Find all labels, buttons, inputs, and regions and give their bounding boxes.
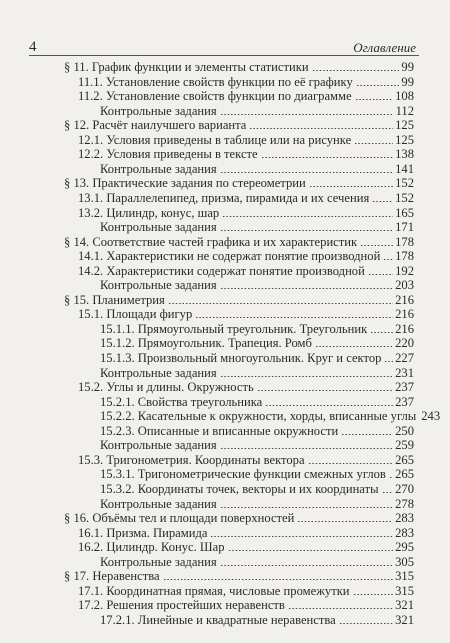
toc-entry-page-number: 321 (395, 598, 414, 613)
toc-entry-page-number: 112 (395, 103, 414, 118)
dot-leader (383, 259, 393, 260)
toc-entry-page-number: 141 (395, 161, 414, 176)
toc-entry-title: 16.2. Цилиндр. Конус. Шар (78, 540, 225, 555)
toc-entry-page-number: 203 (395, 278, 414, 293)
toc-entry-title: 12.1. Условия приведены в таблице или на рисунке (78, 132, 352, 147)
page-number: 4 (29, 39, 37, 55)
toc-entry-title: 15.3.2. Координаты точек, векторы и их координаты (100, 481, 379, 496)
dot-leader (220, 172, 393, 173)
toc-entry-page-number: 108 (395, 89, 414, 104)
toc-entry-title: 12.2. Условия приведены в тексте (78, 147, 258, 162)
toc-entry-title: 15.1. Площади фигур (78, 307, 193, 322)
dot-leader (257, 390, 393, 391)
dot-leader (368, 274, 393, 275)
dot-leader (341, 434, 393, 435)
toc-entry-page-number: 227 (395, 351, 414, 365)
dot-leader (315, 346, 393, 347)
toc-entry-page-number: 216 (395, 321, 414, 336)
dot-leader (220, 507, 393, 508)
toc-entry-page-number: 259 (395, 438, 414, 453)
toc-entry-page-number: 171 (395, 220, 414, 235)
dot-leader (220, 376, 393, 377)
toc-entry-page-number: 295 (395, 540, 414, 555)
toc-entry-page-number: 152 (395, 176, 414, 191)
toc-entry (100, 612, 414, 628)
toc-entry-page-number: 270 (395, 481, 414, 496)
toc-entry-page-number: 265 (395, 452, 414, 467)
dot-leader (228, 550, 394, 551)
dot-leader (389, 477, 393, 478)
dot-leader (356, 85, 400, 86)
toc-entry-title: § 12. Расчёт наилучшего варианта (64, 118, 247, 133)
dot-leader (265, 405, 393, 406)
toc-entry-title: 15.3. Тригонометрия. Координаты вектора (78, 452, 305, 467)
dot-leader (220, 565, 393, 566)
dot-leader (163, 579, 394, 580)
toc-entry-page-number: 231 (395, 365, 414, 380)
toc-entry-title: 13.2. Цилиндр, конус, шар (78, 205, 220, 220)
dot-leader (355, 99, 394, 100)
toc-entry-page-number: 278 (395, 496, 414, 511)
dot-leader (382, 492, 394, 493)
toc-entry-title: 13.1. Параллелепипед, призма, пирамида и их сечения (78, 190, 370, 205)
toc-entry-title: 15.2.1. Свойства треугольника (100, 394, 263, 409)
toc-entry-title: 15.1.1. Прямоугольный треугольник. Треугольник (100, 321, 368, 336)
toc-entry-title: § 15. Планиметрия (64, 292, 165, 307)
toc-entry-page-number: 315 (395, 583, 414, 598)
toc-entry-title: 16.1. Призма. Пирамида (78, 525, 208, 540)
toc-entry-page-number: 250 (395, 423, 414, 438)
toc-entry-title: 15.2.2. Касательные к окружности, хорды, вписанные углы (100, 409, 417, 424)
toc-entry-title: 17.1. Координатная прямая, числовые промежутки (78, 583, 350, 598)
toc-entry-page-number: 315 (395, 569, 414, 584)
toc-entry-title: 17.2. Решения простейших неравенств (78, 598, 285, 613)
toc-entry-title: Контрольные задания (100, 438, 217, 453)
toc-entry-page-number: 138 (395, 147, 414, 162)
dot-leader (353, 594, 394, 595)
toc-entry-page-number: 265 (395, 467, 414, 482)
toc-entry-title: § 17. Неравенства (64, 569, 160, 584)
running-title: Оглавление (353, 40, 416, 55)
toc-entry-page-number: 192 (395, 263, 414, 278)
toc-entry-page-number: 243 (421, 409, 441, 424)
dot-leader (220, 230, 393, 231)
dot-leader (360, 245, 393, 246)
toc-entry-page-number: 152 (395, 190, 414, 205)
toc-entry-page-number: 216 (395, 292, 414, 307)
toc-entry-title: § 13. Практические задания по стереометрии (64, 176, 306, 191)
dot-leader (220, 114, 394, 115)
toc-entry-title: Контрольные задания (100, 365, 217, 380)
toc-entry-title: Контрольные задания (100, 278, 217, 293)
dot-leader (339, 623, 393, 624)
toc-entry-page-number: 283 (395, 525, 414, 540)
dot-leader (297, 521, 393, 522)
toc-entry-title: 11.2. Установление свойств функции по диаграмме (78, 89, 352, 104)
header-rule (29, 55, 419, 56)
toc-entry-page-number: 178 (395, 249, 414, 264)
dot-leader (372, 201, 393, 202)
dot-leader (354, 143, 393, 144)
dot-leader (370, 332, 393, 333)
toc-entry-title: Контрольные задания (100, 103, 217, 118)
toc-entry-title: § 11. График функции и элементы статистики (64, 60, 309, 74)
toc-entry-page-number: 321 (395, 612, 414, 627)
dot-leader (261, 157, 393, 158)
dot-leader (220, 448, 393, 449)
toc-entry-page-number: 178 (395, 234, 414, 249)
toc-entry-page-number: 125 (395, 132, 414, 147)
toc-entry-page-number: 283 (395, 511, 414, 526)
toc-entry-title: 15.2. Углы и длины. Окружность (78, 380, 254, 395)
toc-entry-page-number: 220 (395, 336, 414, 351)
dot-leader (309, 186, 393, 187)
toc-entry-title: 15.2.3. Описанные и вписанные окружности (100, 423, 339, 438)
toc-entry-page-number: 237 (395, 380, 414, 395)
toc-entry-title: § 14. Соответствие частей графика и их характеристик (64, 234, 358, 249)
dot-leader (195, 317, 393, 318)
page-header (0, 0, 450, 60)
toc-entry-title: Контрольные задания (100, 161, 217, 176)
toc-entry-page-number: 99 (401, 60, 414, 74)
toc-entry-title: § 16. Объёмы тел и площади поверхностей (64, 511, 295, 526)
toc-entry-title: 15.1.3. Произвольный многоугольник. Круг и сектор (100, 351, 382, 365)
toc-entry-page-number: 165 (395, 205, 414, 220)
toc-entry-page-number: 305 (395, 554, 414, 569)
dot-leader (308, 463, 394, 464)
toc-entry-page-number: 99 (401, 74, 414, 89)
dot-leader (222, 216, 393, 217)
toc-entry-page-number: 125 (395, 118, 414, 133)
toc-entry-title: 11.1. Установление свойств функции по её графику (78, 74, 353, 89)
dot-leader (210, 536, 393, 537)
dot-leader (312, 70, 400, 71)
toc-entry-page-number: 216 (395, 307, 414, 322)
toc-entry-title: 14.2. Характеристики содержат понятие производной (78, 263, 365, 278)
toc-entry-title: 14.1. Характеристики не содержат понятие производной (78, 249, 381, 264)
dot-leader (220, 288, 393, 289)
toc-entry-title: Контрольные задания (100, 220, 217, 235)
toc-entry-title: Контрольные задания (100, 554, 217, 569)
toc-entry-title: 15.3.1. Тригонометрические функции смежных углов (100, 467, 386, 482)
dot-leader (168, 303, 393, 304)
toc-entry-title: 17.2.1. Линейные и квадратные неравенства (100, 612, 336, 627)
dot-leader (249, 128, 393, 129)
toc-entry-title: Контрольные задания (100, 496, 217, 511)
dot-leader (384, 361, 393, 362)
dot-leader (288, 608, 393, 609)
toc-entry-title: 15.1.2. Прямоугольник. Трапеция. Ромб (100, 336, 312, 351)
toc-entry-page-number: 237 (395, 394, 414, 409)
